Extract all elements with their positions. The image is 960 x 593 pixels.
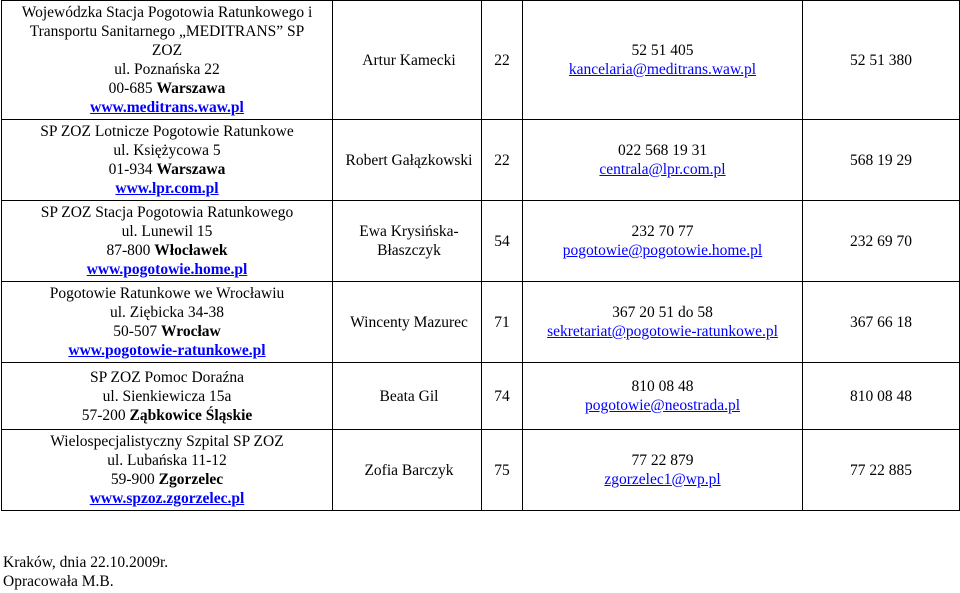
area-code-cell: [482, 1, 523, 120]
contact-person: Artur Kamecki: [362, 51, 456, 69]
organization-cell: [2, 282, 333, 363]
contacts-table-body: [2, 1, 960, 511]
email-link[interactable]: centrala@lpr.com.pl: [599, 161, 726, 178]
city: Warszawa: [156, 161, 226, 178]
fax-number: 568 19 29: [850, 151, 912, 169]
postal-code: 01-934: [108, 161, 153, 178]
table-row: [2, 1, 960, 120]
email-link[interactable]: pogotowie@pogotowie.home.pl: [562, 242, 763, 259]
fax-cell: [803, 201, 960, 282]
city: Wrocław: [161, 323, 221, 340]
contacts-table: [1, 0, 960, 511]
organization-line: ul. Lunewil 15: [121, 223, 213, 240]
postal-city-line: [4, 79, 330, 98]
phone-number: 77 22 879: [631, 452, 694, 469]
email-link[interactable]: sekretariat@pogotowie-ratunkowe.pl: [547, 323, 778, 340]
area-code-cell: [482, 201, 523, 282]
table-row: [2, 430, 960, 511]
table-row: [2, 282, 960, 363]
fax-cell: [803, 363, 960, 430]
area-code: 74: [494, 387, 510, 405]
organization-line: Wojewódzka Stacja Pogotowia Ratunkowego i: [21, 4, 313, 21]
postal-city-line: [4, 160, 330, 179]
table-row: [2, 120, 960, 201]
area-code: 54: [494, 232, 510, 250]
organization-line: ul. Sienkiewicza 15a: [102, 387, 232, 405]
contact-person-line: Ewa Krysińska-: [359, 223, 459, 240]
website-link[interactable]: www.spzoz.zgorzelec.pl: [89, 490, 245, 507]
contact-person-cell: [333, 120, 482, 201]
organization-line: ul. Poznańska 22: [114, 61, 220, 78]
website-link[interactable]: www.pogotowie-ratunkowe.pl: [68, 342, 266, 359]
email-link[interactable]: zgorzelec1@wp.pl: [604, 471, 721, 488]
footer-author: Opracowała M.B.: [3, 573, 114, 590]
area-code: 22: [494, 51, 510, 69]
fax-number: 810 08 48: [850, 387, 912, 405]
phone-email-cell: [523, 430, 803, 511]
footer-date: Kraków, dnia 22.10.2009r.: [3, 554, 169, 571]
organization-line: ZOZ: [151, 42, 183, 59]
fax-cell: [803, 430, 960, 511]
city: Ząbkowice Śląskie: [129, 406, 253, 424]
website-link[interactable]: www.meditrans.waw.pl: [90, 99, 244, 116]
organization-line: SP ZOZ Stacja Pogotowia Ratunkowego: [40, 204, 294, 221]
phone-number: 367 20 51 do 58: [612, 304, 713, 321]
email-link[interactable]: kancelaria@meditrans.waw.pl: [568, 61, 757, 78]
postal-code: 50-507: [113, 323, 158, 340]
organization-line: ul. Lubańska 11-12: [107, 452, 227, 469]
postal-code: 00-685: [108, 80, 153, 97]
area-code: 22: [494, 151, 510, 169]
organization-line: SP ZOZ Pomoc Doraźna: [90, 368, 244, 386]
organization-cell: [2, 120, 333, 201]
organization-cell: [2, 363, 333, 430]
city: Zgorzelec: [158, 471, 224, 488]
phone-email-cell: [523, 1, 803, 120]
organization-cell: [2, 430, 333, 511]
organization-line: ul. Ziębicka 34-38: [109, 304, 225, 321]
contact-person: Robert Gałązkowski: [345, 151, 473, 169]
website-link[interactable]: www.pogotowie.home.pl: [86, 261, 248, 278]
contact-person-cell: [333, 201, 482, 282]
area-code-cell: [482, 430, 523, 511]
phone-email-cell: [523, 363, 803, 430]
table-row: [2, 363, 960, 430]
contact-person-cell: [333, 1, 482, 120]
organization-cell: [2, 201, 333, 282]
fax-cell: [803, 282, 960, 363]
postal-city-line: [4, 406, 330, 425]
phone-email-cell: [523, 120, 803, 201]
fax-number: 52 51 380: [850, 51, 912, 69]
area-code: 75: [494, 461, 510, 479]
postal-code: 87-800: [106, 242, 151, 259]
postal-city-line: [4, 241, 330, 260]
postal-code: 57-200: [81, 406, 126, 424]
fax-cell: [803, 120, 960, 201]
table-row: [2, 201, 960, 282]
phone-email-cell: [523, 282, 803, 363]
contact-person: Beata Gil: [379, 387, 439, 405]
postal-city-line: [4, 470, 330, 489]
postal-city-line: [4, 322, 330, 341]
phone-number: 52 51 405: [631, 42, 694, 59]
organization-cell: [2, 1, 333, 120]
contact-person: Zofia Barczyk: [364, 461, 454, 479]
area-code-cell: [482, 282, 523, 363]
area-code: 71: [494, 313, 510, 331]
area-code-cell: [482, 120, 523, 201]
organization-line: Wielospecjalistyczny Szpital SP ZOZ: [50, 433, 284, 450]
organization-line: Pogotowie Ratunkowe we Wrocławiu: [49, 285, 285, 302]
contact-person-line: Błaszczyk: [377, 242, 441, 259]
city: Warszawa: [156, 80, 226, 97]
contact-person-cell: [333, 282, 482, 363]
email-link[interactable]: pogotowie@neostrada.pl: [584, 397, 741, 414]
fax-cell: [803, 1, 960, 120]
area-code-cell: [482, 363, 523, 430]
phone-email-cell: [523, 201, 803, 282]
contact-person-cell: [333, 363, 482, 430]
contact-person: Wincenty Mazurec: [350, 313, 468, 331]
organization-line: Transportu Sanitarnego „MEDITRANS” SP: [29, 23, 305, 40]
fax-number: 232 69 70: [850, 232, 912, 250]
phone-number: 232 70 77: [631, 223, 694, 240]
website-link[interactable]: www.lpr.com.pl: [115, 180, 219, 197]
city: Włocławek: [154, 242, 228, 259]
fax-number: 77 22 885: [850, 461, 912, 479]
organization-line: SP ZOZ Lotnicze Pogotowie Ratunkowe: [40, 123, 294, 140]
organization-line: ul. Księżycowa 5: [113, 142, 221, 159]
phone-number: 022 568 19 31: [617, 142, 708, 159]
postal-code: 59-900: [110, 471, 155, 488]
fax-number: 367 66 18: [850, 313, 912, 331]
phone-number: 810 08 48: [631, 378, 694, 395]
contact-person-cell: [333, 430, 482, 511]
